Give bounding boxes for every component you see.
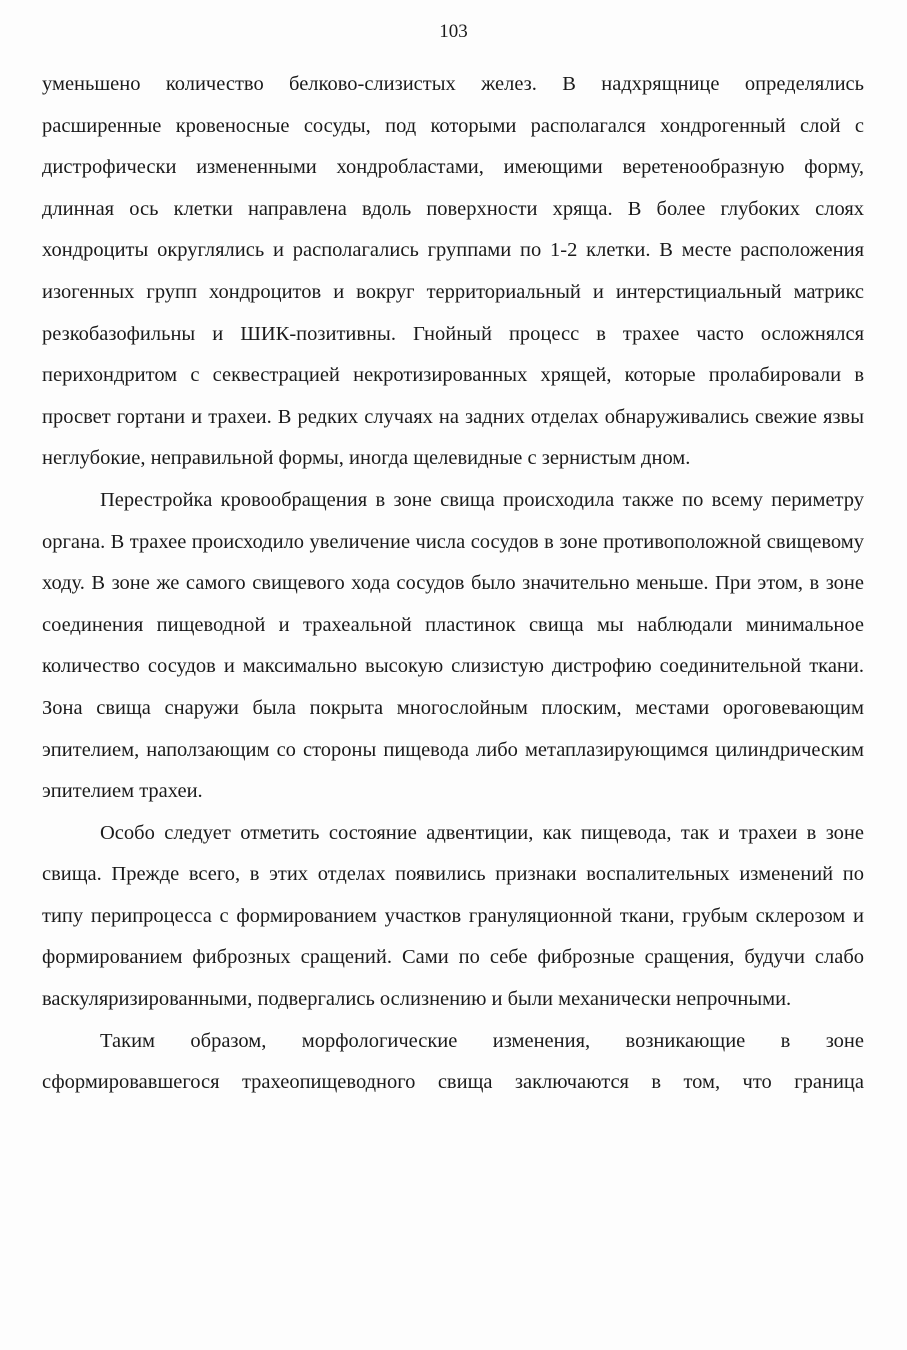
paragraph-adventitia: Особо следует отметить состояние адвентиции, как пищевода, так и трахеи в зоне свища. Прежде всего, в этих отделах появились признаки воспалительных изменений по типу перипроцесса с формированием участков грануляционной ткани, грубым склерозом и формированием фиброзных сращений. Сами по себе фиброзные сращения, будучи слабо васкуляризированными, подвергались ослизнению и были механически непрочными. [42, 821, 864, 1011]
paragraph-continuation: уменьшено количество белково-слизистых желез. В надхрящнице определялись расширенные кровеносные сосуды, под которыми располагался хондрогенный слой с дистрофически измененными хондробластами, имеющими веретенообразную форму, длинная ось клетки направлена вдоль поверхности хряща. В более глубоких слоях хондроциты округлялись и располагались группами по 1-2 клетки. В месте расположения изогенных групп хондроцитов и вокруг территориальный и интерстициальный матрикс резкобазофильны и ШИК-позитивны. Гнойный процесс в трахее часто осложнялся перихондритом с секвестрацией некротизированных хрящей, которые пролабировали в просвет гортани и трахеи. В редких случаях на задних отделах обнаруживались свежие язвы неглубокие, неправильной формы, иногда щелевидные с зернистым дном. [42, 73, 864, 470]
paragraph-conclusion: Таким образом, морфологические изменения, возникающие в зоне сформировавшегося трахеопищеводного свища заключаются в том, что граница [42, 1029, 864, 1094]
paragraph-blood-circulation: Перестройка кровообращения в зоне свища происходила также по всему периметру органа. В трахее происходило увеличение числа сосудов в зоне противоположной свищевому ходу. В зоне же самого свищевого хода сосудов было значительно меньше. При этом, в зоне соединения пищеводной и трахеальной пластинок свища мы наблюдали минимальное количество сосудов и максимально высокую слизистую дистрофию соединительной ткани. Зона свища снаружи была покрыта многослойным плоским, местами ороговевающим эпителием, наползающим со стороны пищевода либо метаплазирующимся цилиндрическим эпителием трахеи. [42, 488, 864, 803]
page-number: 103 [439, 21, 468, 42]
document-body [42, 64, 864, 1104]
